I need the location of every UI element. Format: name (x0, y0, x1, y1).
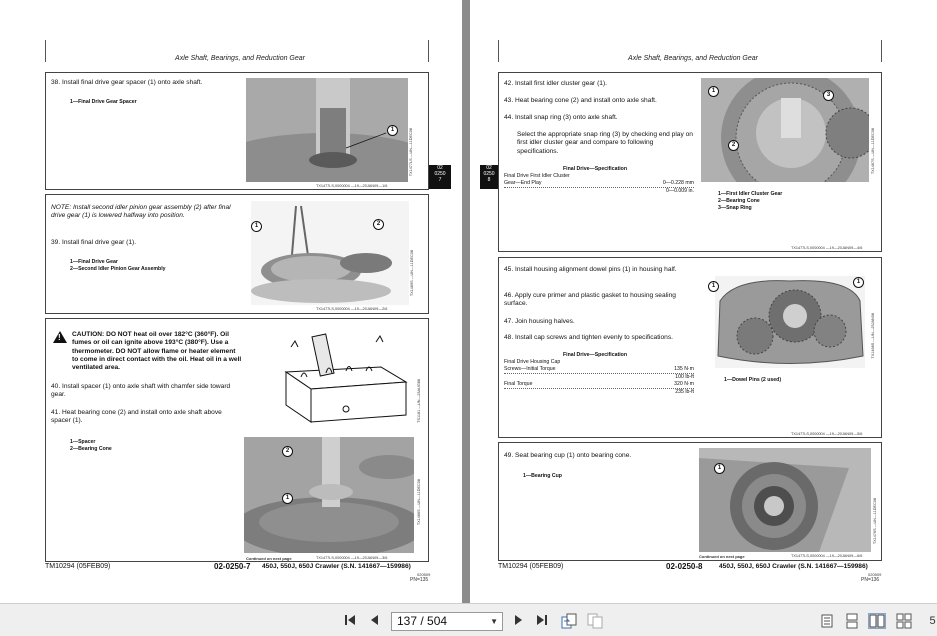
legend-item: 2—Second Idler Pinion Gear Assembly (70, 266, 166, 272)
footer-date: 020509 (417, 572, 431, 577)
last-page-button[interactable] (533, 612, 551, 630)
tab-line: 0250 (483, 171, 495, 177)
step-text: 45. Install housing alignment dowel pins (1) in housing half. (504, 266, 677, 273)
note-text: NOTE: Install second idler pinion gear assembly (2) after final drive gear (1) is lowered halfway into position. (51, 204, 231, 220)
spec-value: 135 N·m (674, 366, 694, 372)
footer-pn: PN=136 (861, 577, 880, 583)
left-page (0, 0, 462, 603)
axle-shaft-photo (246, 78, 408, 182)
spec-label: Final Drive First Idler Cluster (504, 173, 570, 179)
step-text: 47. Join housing halves. (504, 318, 575, 325)
spec-value: 0—0.228 mm (662, 180, 694, 186)
two-page-continuous-view-button[interactable] (895, 613, 913, 629)
legend-item: 1—Bearing Cup (523, 473, 562, 479)
step-text: 49. Seat bearing cup (1) onto bearing cone. (504, 452, 632, 459)
next-page-icon (510, 612, 526, 628)
two-page-icon (869, 614, 885, 628)
figure-photo (701, 78, 869, 182)
spec-label: Final Torque (504, 381, 533, 387)
section-tab (480, 165, 498, 189)
page-number-select[interactable] (391, 612, 503, 631)
toolbar-edge-text: 5 (929, 615, 936, 627)
spec-row (504, 366, 694, 374)
figure-reference: TX1477LS,0000004 —19—20JAN09—6/6 (791, 554, 863, 558)
page-header: Axle Shaft, Bearings, and Reduction Gear (175, 55, 305, 62)
spec-row (504, 359, 694, 366)
page-header: Axle Shaft, Bearings, and Reduction Gear (628, 55, 758, 62)
callout-marker: 1 (708, 281, 719, 292)
insert-pages-icon (586, 612, 604, 630)
footer-date: 020509 (868, 572, 882, 577)
spec-row (504, 381, 694, 389)
callout-marker: 2 (373, 219, 384, 230)
bearing-cup-photo (699, 448, 871, 552)
step-section (498, 442, 882, 561)
spec-table (504, 173, 694, 195)
figure-code: TX1468S —UN—25JAN08 (871, 313, 875, 359)
step-text: 39. Install final drive gear (1). (51, 239, 137, 246)
figure-reference: TX1477LS,0000004 —19—20JAN09—4/6 (791, 246, 863, 250)
heated-oil-illustration (276, 327, 414, 427)
last-page-icon (534, 612, 550, 628)
footer-manual-id: TM10294 (05FEB09) (498, 563, 564, 570)
tab-line: 0250 (434, 171, 446, 177)
legend-item: 2—Bearing Cone (718, 198, 760, 204)
legend-item: 1—First Idler Cluster Gear (718, 191, 783, 197)
spec-label: Final Drive Housing Cap (504, 359, 561, 365)
extract-pages-button[interactable] (559, 612, 579, 630)
gear-install-photo (251, 201, 409, 305)
footer-model: 450J, 550J, 650J Crawler (S.N. 141667—159986) (719, 563, 868, 570)
step-section (498, 72, 882, 252)
callout-marker: 1 (853, 277, 864, 288)
spec-label: Gear—End Play (504, 180, 542, 186)
viewer-toolbar (0, 603, 937, 636)
continued-note: Continued on next page (699, 554, 745, 559)
figure-reference: TX1477LS,0000004 —19—20JAN09—3/6 (316, 556, 388, 560)
right-page (470, 0, 937, 603)
figure-code: TX1476S —UN—11DEC08 (873, 498, 877, 545)
continuous-view-button[interactable] (843, 613, 861, 629)
oil-bath-icon (276, 327, 414, 427)
legend-item: 1—Final Drive Gear (70, 259, 118, 265)
tab-line: 02 (486, 165, 492, 171)
callout-marker: 1 (282, 493, 293, 504)
legend-item: 1—Final Drive Gear Spacer (70, 99, 137, 105)
step-text: 46. Apply cure primer and plastic gasket to housing sealing surface. (504, 292, 676, 308)
figure-code: TX1466S —UN—11DEC08 (417, 479, 421, 526)
spec-row (504, 188, 694, 195)
spec-row (504, 180, 694, 188)
spec-row (504, 173, 694, 180)
caution-text: CAUTION: DO NOT heat oil over 182°C (360°F). Oil fumes or oil can ignite above 193°C (380°F). Use a thermometer. DO NOT allow flame or heater element to come in direct contact with the oil. Heat oil in a well ventilated area. (72, 331, 242, 372)
legend-item: 2—Bearing Cone (70, 446, 112, 452)
page-gutter (462, 0, 470, 603)
extract-pages-icon (560, 612, 578, 630)
figure-photo (251, 201, 409, 305)
tab-line: 02 (437, 165, 443, 171)
two-page-scroll-icon (895, 613, 913, 629)
spec-value: 100 lb-ft (675, 374, 694, 380)
legend-item: 3—Snap Ring (718, 205, 752, 211)
figure-code: TX1477LS —UN—11DEC08 (409, 128, 413, 177)
footer-page-number: 02-0250-7 (214, 562, 251, 571)
figure-reference: TX1477LS,0000004 —19—20JAN09—5/6 (791, 432, 863, 436)
callout-marker: 1 (387, 125, 398, 136)
tab-line: 8 (487, 177, 491, 183)
footer-manual-id: TM10294 (05FEB09) (45, 563, 111, 570)
spec-title: Final Drive—Specification (563, 166, 627, 172)
bearing-cone-photo (244, 437, 414, 553)
figure-photo (244, 437, 414, 553)
callout-marker: 2 (282, 446, 293, 457)
housing-dowel-pins-photo (715, 276, 865, 368)
prev-page-icon (367, 612, 383, 628)
step-text: 43. Heat bearing cone (2) and install onto axle shaft. (504, 97, 657, 104)
warning-icon (53, 331, 67, 343)
figure-reference: TX1477LS,0000004 —19—20JAN09—2/6 (316, 307, 388, 311)
figure-code: TX1469S —UN—11DEC08 (410, 250, 414, 297)
step-text: 41. Heat bearing cone (2) and install onto axle shaft above spacer (1). (51, 409, 222, 425)
step-text: 48. Install cap screws and tighten evenly to specifications. (504, 334, 673, 341)
spec-title: Final Drive—Specification (563, 352, 627, 358)
callout-marker: 1 (708, 86, 719, 97)
single-page-icon (818, 613, 836, 629)
spec-value: 235 lb-ft (675, 389, 694, 395)
chevron-down-icon: ▼ (490, 617, 498, 626)
first-page-button[interactable] (341, 612, 359, 630)
first-page-icon (342, 612, 358, 628)
callout-marker: 1 (251, 221, 262, 232)
page-indicator: 137 / 504 (397, 614, 448, 628)
legend-item: 1—Dowel Pins (2 used) (724, 377, 782, 383)
step-text: 42. Install first idler cluster gear (1). (504, 80, 607, 87)
single-page-view-button[interactable] (818, 613, 836, 629)
two-page-view-button[interactable] (868, 613, 886, 629)
section-tab (429, 165, 451, 189)
figure-code: TS1181 —UN—23AUG88 (417, 379, 421, 423)
step-section (45, 318, 429, 562)
figure-photo (246, 78, 408, 182)
footer-page-number: 02-0250-8 (666, 562, 703, 571)
step-text: 38. Install final drive gear spacer (1) onto axle shaft. (51, 79, 203, 86)
step-paragraph: Select the appropriate snap ring (3) by checking end play on first idler cluster gear and compare to following specifications. (517, 131, 693, 155)
step-section (45, 72, 429, 190)
prev-page-button[interactable] (366, 612, 384, 630)
tab-line: 7 (438, 177, 442, 183)
footer-pn: PN=135 (410, 577, 429, 583)
step-section (498, 257, 882, 438)
legend-item: 1—Spacer (70, 439, 96, 445)
spec-row (504, 389, 694, 396)
footer-model: 450J, 550J, 650J Crawler (S.N. 141667—159986) (262, 563, 411, 570)
next-page-button[interactable] (509, 612, 527, 630)
figure-reference: TX1477LS,0000004 —19—20JAN09—1/6 (316, 184, 388, 188)
spec-value: 320 N·m (674, 381, 694, 387)
callout-marker: 1 (714, 463, 725, 474)
step-text: 44. Install snap ring (3) onto axle shaft. (504, 114, 618, 121)
callout-marker: 3 (823, 90, 834, 101)
insert-pages-button[interactable] (585, 612, 605, 630)
figure-photo (715, 276, 865, 368)
step-text: 40. Install spacer (1) onto axle shaft with chamfer side toward gear. (51, 383, 231, 399)
step-section (45, 194, 429, 314)
continued-note: Continued on next page (246, 556, 292, 561)
continuous-page-icon (843, 613, 861, 629)
spec-value: 0—0.009 in. (666, 188, 694, 194)
spec-label: Screws—Initial Torque (504, 366, 556, 372)
callout-marker: 2 (728, 140, 739, 151)
figure-photo (699, 448, 871, 552)
spec-table (504, 359, 694, 396)
figure-code: TX1467S —UN—11DEC08 (871, 128, 875, 175)
idler-cluster-gear-photo (701, 78, 869, 182)
spec-row (504, 374, 694, 381)
